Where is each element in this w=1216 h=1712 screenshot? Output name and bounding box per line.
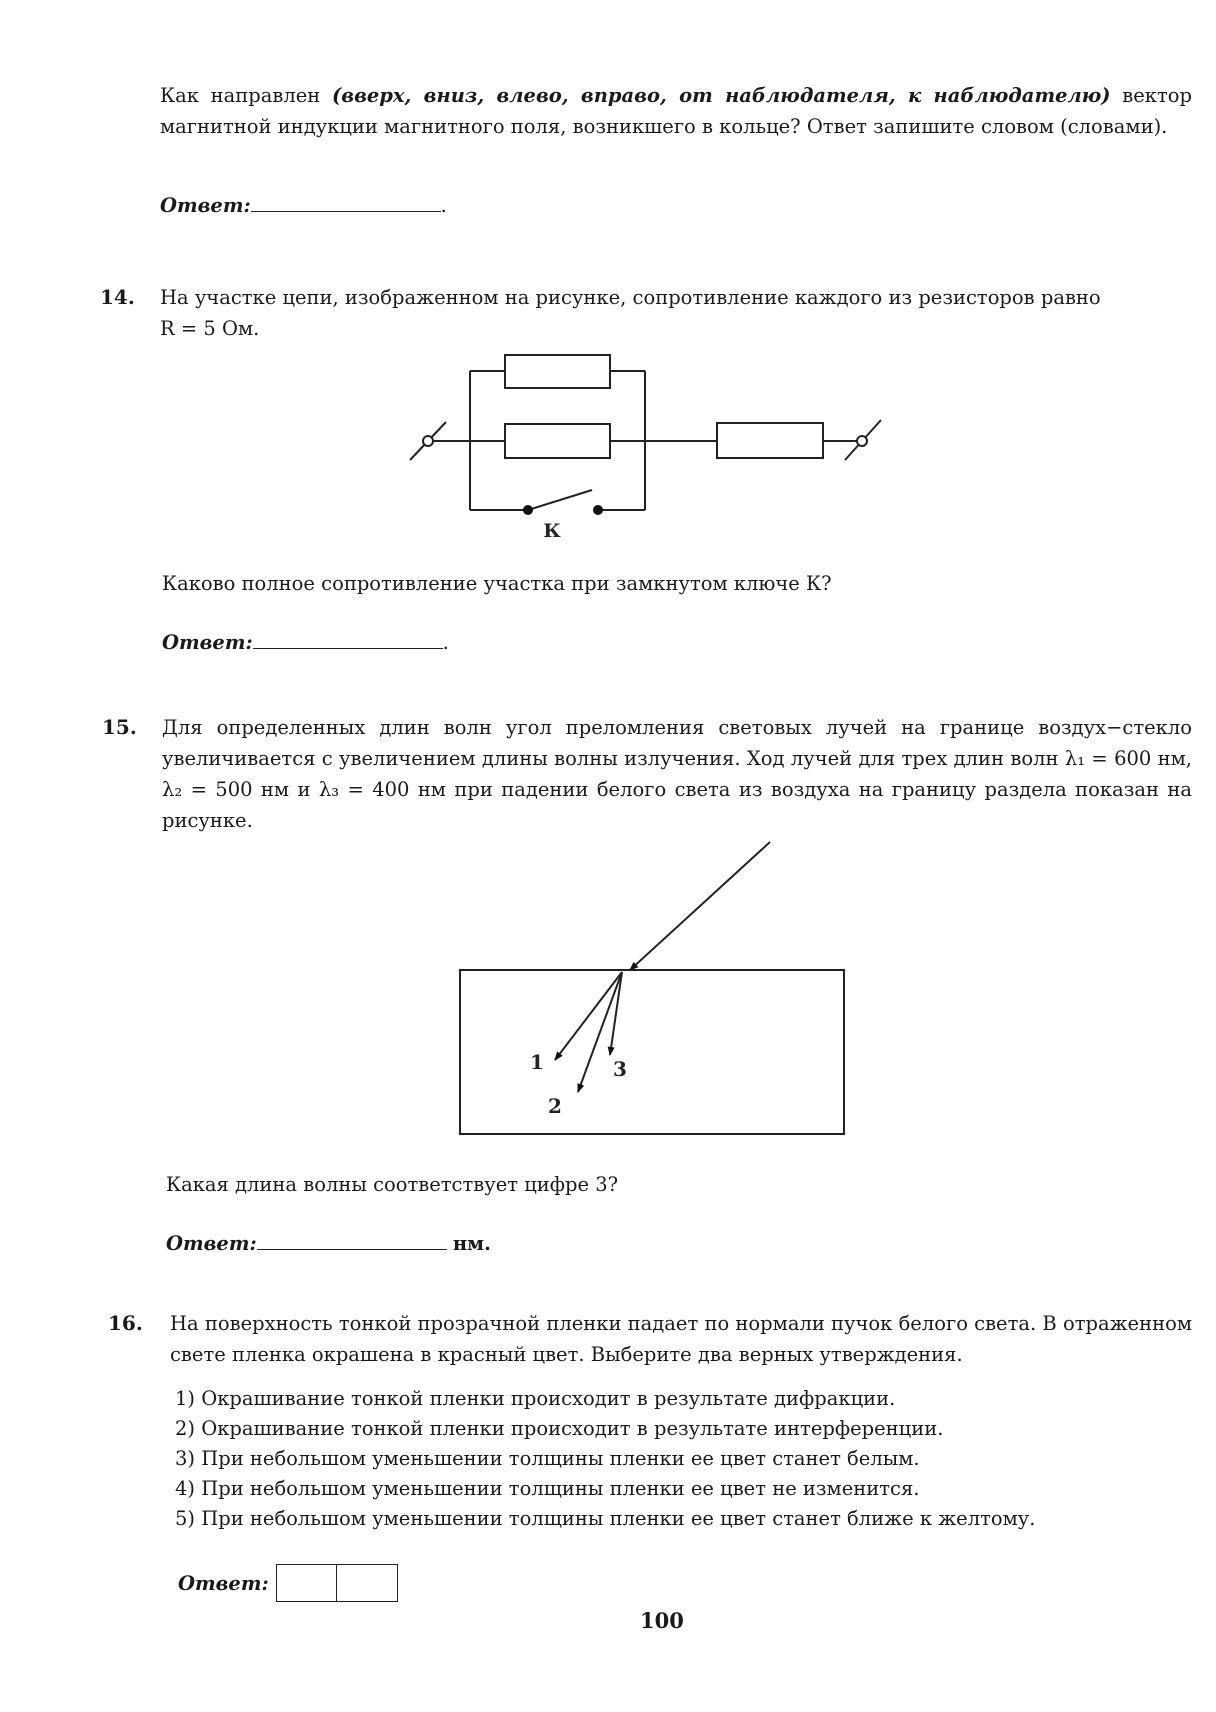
q14-text: На участке цепи, изображенном на рисунке, сопротивление каждого из резисторов равно	[160, 286, 1101, 309]
q14-question: Каково полное сопротивление участка при замкнутом ключе К?	[162, 572, 832, 595]
answer-cell-1[interactable]	[276, 1564, 338, 1602]
ray-label-3: 3	[613, 1057, 627, 1081]
q16-text: На поверхность тонкой прозрачной пленки падает по нормали пучок белого света. В отраженном свете пленка окрашена в красный цвет. Выберите два верных утверждения.	[170, 1312, 1192, 1366]
glass-block	[460, 970, 844, 1134]
q16-option: 4) При небольшом уменьшении толщины пленки ее цвет не изменится.	[175, 1477, 920, 1500]
q13-text: Как направлен (вверх, вниз, влево, вправо, от наблюдателя, к наблюдателю) вектор магнитной индукции магнитного поля, возникшего в кольце? Ответ запишите словом (словами).	[160, 84, 1192, 138]
q16-option: 1) Окрашивание тонкой пленки происходит в результате дифракции.	[175, 1387, 896, 1410]
q15-answer: Ответ: нм.	[166, 1232, 491, 1255]
switch-label: К	[543, 520, 561, 542]
q15-text: Для определенных длин волн угол преломления световых лучей на границе воздух−стекло увеличивается с увеличением длины волны излучения. Ход лучей для трех длин волн λ₁ = 600 нм, λ₂ = 500 нм и λ₃ = 400 нм при падении белого света из воздуха на границу раздела показан на рисунке.	[162, 716, 1192, 832]
q13-answer: Ответ: .	[160, 194, 447, 217]
page-number: 100	[640, 1608, 684, 1633]
answer-label: Ответ:	[162, 631, 253, 654]
q15-question: Какая длина волны соответствует цифре 3?	[166, 1173, 619, 1196]
ray-label-1: 1	[530, 1050, 544, 1074]
q16-option: 2) Окрашивание тонкой пленки происходит в результате интерференции.	[175, 1417, 944, 1440]
ray-label-2: 2	[548, 1094, 562, 1118]
q16-number: 16.	[108, 1311, 143, 1335]
q16-option: 5) При небольшом уменьшении толщины пленки ее цвет станет ближе к желтому.	[175, 1507, 1036, 1530]
answer-cell-2[interactable]	[336, 1564, 398, 1602]
incident-ray	[630, 842, 770, 970]
answer-label: Ответ:	[160, 194, 251, 217]
q14-formula: R = 5 Ом.	[160, 317, 260, 340]
q15-number: 15.	[102, 715, 137, 739]
answer-label: Ответ:	[178, 1572, 269, 1595]
answer-line[interactable]	[257, 1248, 447, 1250]
q16-answer	[178, 1568, 269, 1599]
q14-number: 14.	[100, 285, 135, 309]
q16-option: 3) При небольшом уменьшении толщины пленки ее цвет станет белым.	[175, 1447, 920, 1470]
answer-label: Ответ:	[166, 1232, 257, 1255]
q14-answer: Ответ: .	[162, 631, 449, 654]
